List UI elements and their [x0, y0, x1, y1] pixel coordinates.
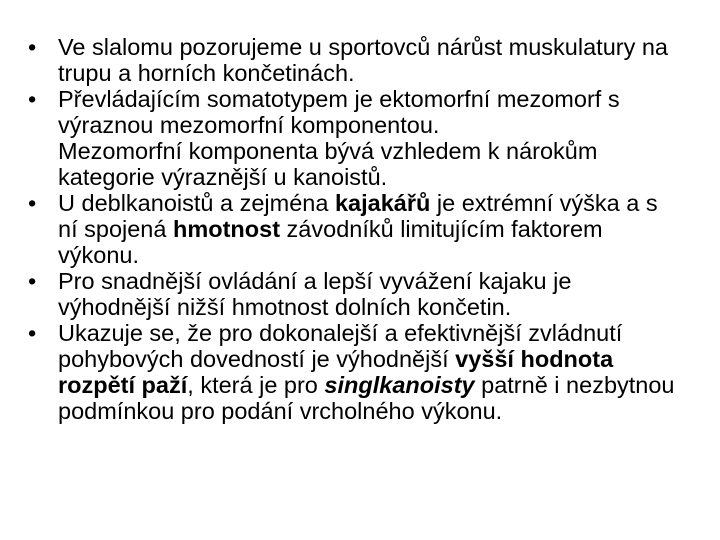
bullet-item-height-weight: [28, 190, 678, 268]
bullet-icon: •: [28, 320, 37, 346]
bullet-item-somatotype: [28, 86, 678, 190]
bullet-item-arm-span: [28, 320, 678, 424]
bullet-icon: •: [28, 86, 37, 112]
bold-term-arm-span: vyšší hodnota rozpětí paží: [58, 346, 614, 398]
bullet-item-slalom-muscles: [28, 34, 678, 86]
bullet-icon: •: [28, 34, 37, 60]
bullet-text: je extrémní výška a s ní spojená: [58, 190, 658, 242]
bullet-item-lower-limbs: [28, 268, 678, 320]
bullet-text: patrně i nezbytnou podmínkou pro podání vrcholného výkonu.: [58, 372, 675, 424]
bullet-text-line: Převládajícím somatotypem je ektomorfní mezomorf s výraznou mezomorfní komponentou.: [58, 86, 620, 138]
bold-term-kayakers: kajakářů: [334, 190, 431, 216]
bullet-icon: •: [28, 268, 37, 294]
bullet-text: U deblkanoistů a zejména: [58, 190, 335, 216]
bullet-icon: •: [28, 190, 37, 216]
bold-italic-term-canoeists: singlkanoisty: [324, 372, 475, 398]
bullet-text: Ukazuje se, že pro dokonalejší a efektivnější zvládnutí pohybových dovedností je výhodnější: [58, 320, 623, 372]
bold-term-weight: hmotnost: [172, 216, 281, 242]
bullet-text: Pro snadnější ovládání a lepší vyvážení kajaku je výhodnější nižší hmotnost dolních končetin.: [58, 268, 572, 320]
bullet-text: , která je pro: [187, 372, 325, 398]
bullet-list: [28, 34, 678, 424]
bullet-text: Ve slalomu pozorujeme u sportovců nárůst muskulatury na trupu a horních končetinách.: [58, 34, 669, 86]
bullet-text-line: Mezomorfní komponenta bývá vzhledem k nárokům kategorie výraznější u kanoistů.: [58, 138, 598, 190]
bullet-text: závodníků limitujícím faktorem výkonu.: [58, 216, 603, 268]
